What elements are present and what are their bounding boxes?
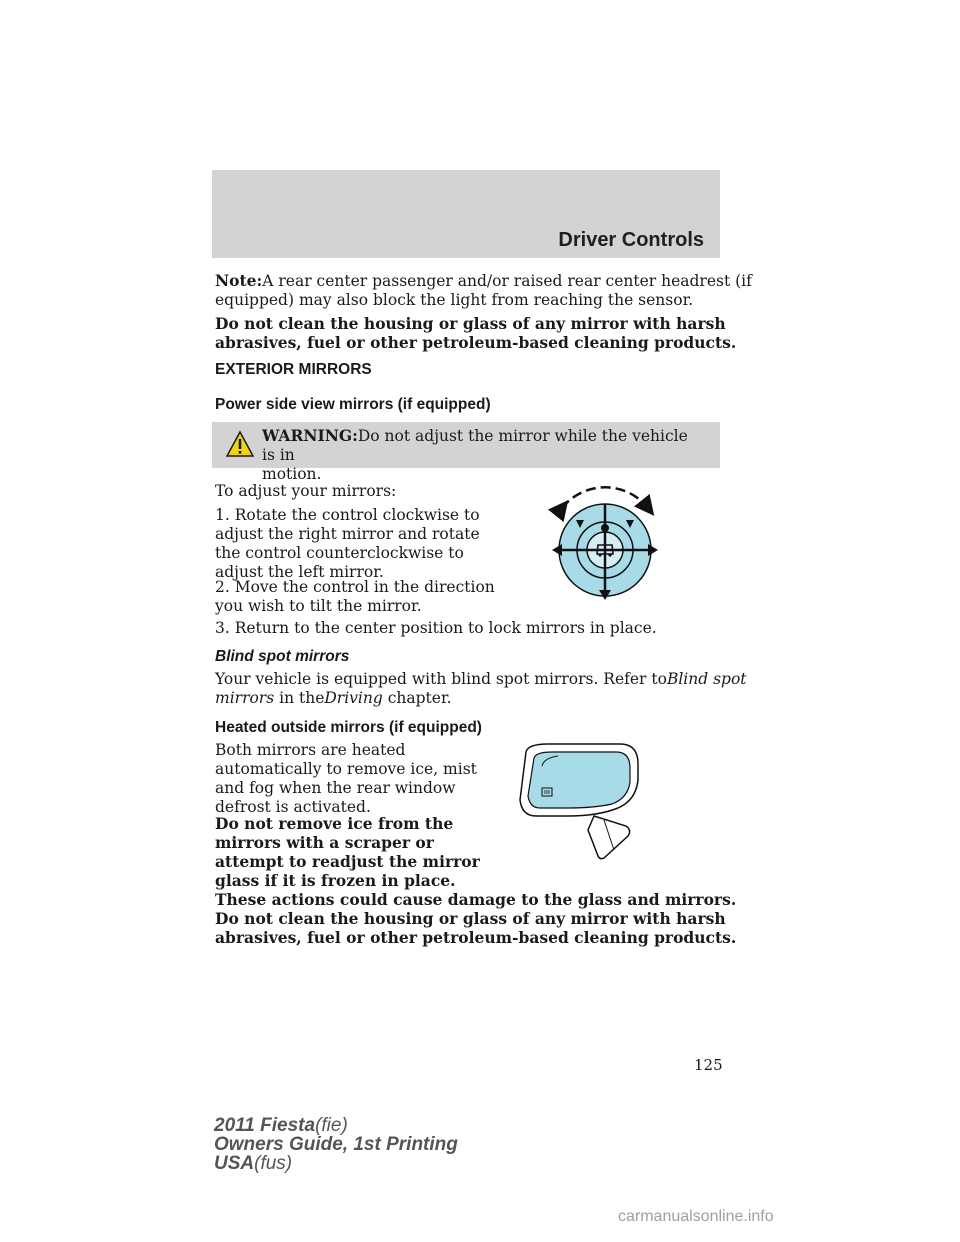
footer-model: 2011 Fiesta [214, 1115, 316, 1136]
heated-body-line: defrost is activated. [215, 798, 371, 816]
cleaning-warning-line1: Do not clean the housing or glass of any mirror with harsh [215, 314, 726, 333]
step-1 [215, 506, 480, 582]
section-header-band [212, 170, 720, 258]
footer-region-code: (fus) [254, 1153, 293, 1174]
warning-line2: motion. [262, 465, 322, 483]
section-heading-exterior-mirrors: EXTERIOR MIRRORS [215, 361, 372, 378]
step2-line: 2. Move the control in the direction [215, 578, 495, 596]
note-text-line2: equipped) may also block the light from reaching the sensor. [215, 291, 694, 309]
step1-line: adjust the right mirror and rotate [215, 525, 480, 543]
ice-warning-line: Do not remove ice from the [215, 814, 454, 833]
heated-body-line: automatically to remove ice, mist [215, 760, 477, 778]
note-paragraph [215, 271, 752, 310]
step-3: 3. Return to the center position to lock mirrors in place. [215, 619, 657, 637]
blind-spot-text: Your vehicle is equipped with blind spot mirrors. Refer to [215, 670, 667, 688]
cleaning-warning-bottom [215, 909, 736, 947]
mirror-control-illustration [540, 478, 670, 606]
heated-body-line: Both mirrors are heated [215, 741, 406, 759]
section-title-driver-controls: Driver Controls [558, 229, 704, 251]
ice-removal-warning [215, 814, 736, 909]
document-footer [214, 1116, 458, 1173]
page-number: 125 [694, 1056, 723, 1074]
driving-chapter-reference: Driving [324, 689, 383, 707]
step2-line: you wish to tilt the mirror. [215, 597, 422, 615]
blind-spot-text: chapter. [387, 689, 452, 707]
heated-body-line: and fog when the rear window [215, 779, 456, 797]
blind-spot-paragraph [215, 670, 747, 708]
note-text-line1: A rear center passenger and/or raised rear center headrest (if [262, 272, 752, 290]
heated-mirror-illustration [508, 740, 648, 862]
cleaning-warning-top [215, 314, 736, 352]
ice-warning-line: glass if it is frozen in place. [215, 871, 456, 890]
warning-label: WARNING: [262, 426, 358, 445]
cleaning-warning-line1: Do not clean the housing or glass of any mirror with harsh [215, 909, 726, 928]
warning-line1: Do not adjust the mirror while the vehicle is in [262, 427, 688, 464]
blind-spot-reference-cont: mirrors [215, 689, 275, 707]
footer-guide: Owners Guide, 1st Printing [214, 1134, 458, 1155]
heading-blind-spot-mirrors: Blind spot mirrors [215, 648, 350, 665]
note-label: Note: [215, 271, 263, 290]
watermark: carmanualsonline.info [618, 1208, 774, 1225]
cleaning-warning-line2: abrasives, fuel or other petroleum-based cleaning products. [215, 333, 737, 352]
heading-heated-mirrors: Heated outside mirrors (if equipped) [215, 719, 482, 736]
blind-spot-text: in the [279, 689, 325, 707]
warning-triangle-icon [226, 430, 254, 458]
ice-warning-line: These actions could cause damage to the glass and mirrors. [215, 890, 737, 909]
heading-power-side-mirrors: Power side view mirrors (if equipped) [215, 396, 491, 413]
step1-line: adjust the left mirror. [215, 563, 384, 581]
adjust-intro: To adjust your mirrors: [215, 482, 397, 500]
warning-text [262, 426, 702, 484]
ice-warning-line: mirrors with a scraper or [215, 833, 434, 852]
footer-region: USA [214, 1153, 255, 1174]
warning-box [212, 422, 720, 483]
step1-line: the control counterclockwise to [215, 544, 464, 562]
ice-warning-line: attempt to readjust the mirror [215, 852, 480, 871]
step1-line: 1. Rotate the control clockwise to [215, 506, 480, 524]
blind-spot-reference: Blind spot [666, 670, 747, 688]
step-2 [215, 578, 495, 616]
cleaning-warning-line2: abrasives, fuel or other petroleum-based cleaning products. [215, 928, 737, 947]
heated-mirrors-body [215, 741, 477, 817]
footer-model-code: (fie) [315, 1115, 348, 1136]
